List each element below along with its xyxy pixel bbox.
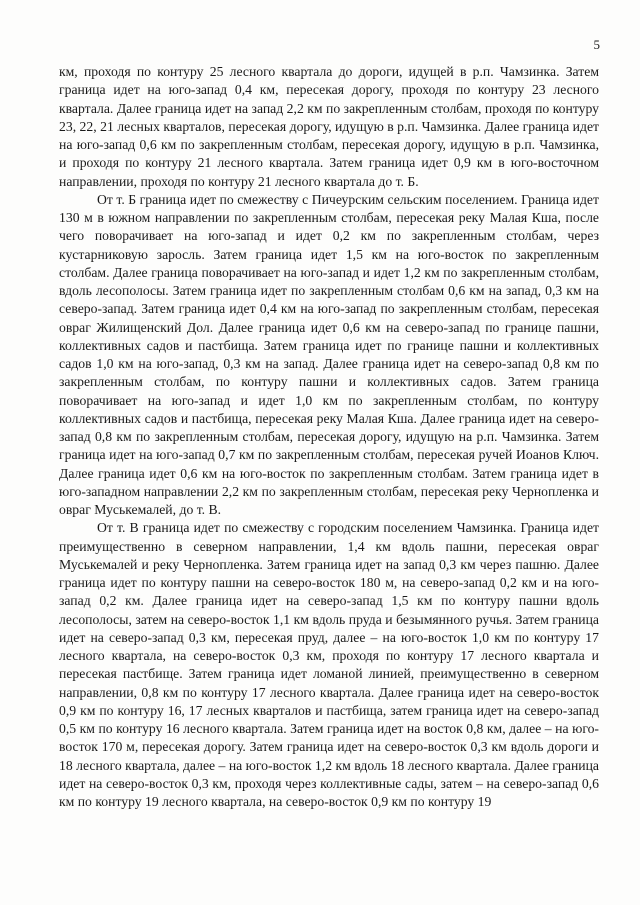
paragraph-point-b: От т. Б граница идет по смежеству с Пичеурским сельским поселением. Граница идет 130 м в южном направлении по закрепленным столбам, пересекая реку Малая Кша, после чего поворачивает на юго-запад и идет 0,2 км по закрепленным столбам, через кустарниковую заросль. Затем граница идет 1,5 км на юго-восток по закрепленным столбам. Далее граница поворачивает на юго-запад и идет 1,2 км по закрепленным столбам, вдоль лесополосы. Затем граница идет по закрепленным столбам 0,6 км на запад, 0,3 км на северо-запад. Затем граница идет 0,4 км на юго-запад по закрепленным столбам, пересекая овраг Жилищенский Дол. Далее граница идет 0,6 км на северо-запад по границе пашни, коллективных садов и пастбища. Затем граница идет по границе пашни и коллективных садов 1,0 км на юго-запад, 0,3 км на запад. Далее граница идет на северо-запад 0,8 км по закрепленным столбам, по контуру пашни и коллективных садов. Затем граница поворачивает на юго-запад и идет 1,0 км по закрепленным столбам, по контуру коллективных садов и пастбища, пересекая реку Малая Кша. Далее граница идет на северо-запад 0,8 км по закрепленным столбам, пересекая дорогу, идущую на р.п. Чамзинка. Затем граница идет на юго-запад 0,7 км по закрепленным столбам, пересекая ручей Иоанов Ключ. Далее граница идет 0,6 км на юго-восток по закрепленным столбам. Затем граница идет в юго-западном направлении 2,2 км по закрепленным столбам, пересекая реку Чернопленка и овраг Муськемалей, до т. В.: [59, 191, 599, 517]
paragraph-continuation: км, проходя по контуру 25 лесного квартала до дороги, идущей в р.п. Чамзинка. Затем граница идет на юго-запад 0,4 км, пересекая дорогу, проходя по контуру 23 лесного квартала. Далее граница идет на запад 2,2 км по закрепленным столбам, проходя по контуру 23, 22, 21 лесных кварталов, пересекая дорогу, идущую в р.п. Чамзинка. Далее граница идет на юго-запад 0,6 км по закрепленным столбам, пересекая дорогу, идущую в р.п. Чамзинка, и проходя по контуру 21 лесного квартала. Затем граница идет 0,9 км в юго-восточном направлении, проходя по контуру 21 лесного квартала до т. Б.: [59, 64, 599, 189]
page-number: 5: [593, 37, 600, 52]
document-body: [59, 63, 599, 811]
paragraph-point-v: От т. В граница идет по смежеству с городским поселением Чамзинка. Граница идет преимущественно в северном направлении, 1,4 км вдоль пашни, пересекая овраг Муськемалей и реку Чернопленка. Затем граница идет на запад 0,3 км через пашню. Далее граница идет по контуру пашни на северо-восток 180 м, на северо-запад 0,2 км и на юго-запад 0,2 км. Далее граница идет на северо-запад 1,5 км по контуру пашни вдоль лесополосы, затем на северо-восток 1,1 км вдоль пруда и безымянного ручья. Затем граница идет на северо-запад 0,3 км, пересекая пруд, далее – на юго-восток 1,0 км по контуру 17 лесного квартала, на северо-восток 0,3 км, проходя по контуру 17 лесного квартала и пересекая пастбище. Затем граница идет ломаной линией, преимущественно в северном направлении, 0,8 км по контуру 17 лесного квартала. Далее граница идет на северо-восток 0,9 км по контуру 16, 17 лесных кварталов и пастбища, затем граница идет на северо-запад 0,5 км по контуру 16 лесного квартала. Затем граница идет на восток 0,8 км, далее – на юго-восток 170 м, пересекая дорогу. Затем граница идет на северо-восток 0,3 км вдоль дороги и 18 лесного квартала, далее – на юго-восток 1,2 км вдоль 18 лесного квартала. Далее граница идет на северо-восток 0,3 км, проходя через коллективные сады, затем – на северо-запад 0,6 км по контуру 19 лесного квартала, на северо-восток 0,9 км по контуру 19: [59, 520, 599, 809]
